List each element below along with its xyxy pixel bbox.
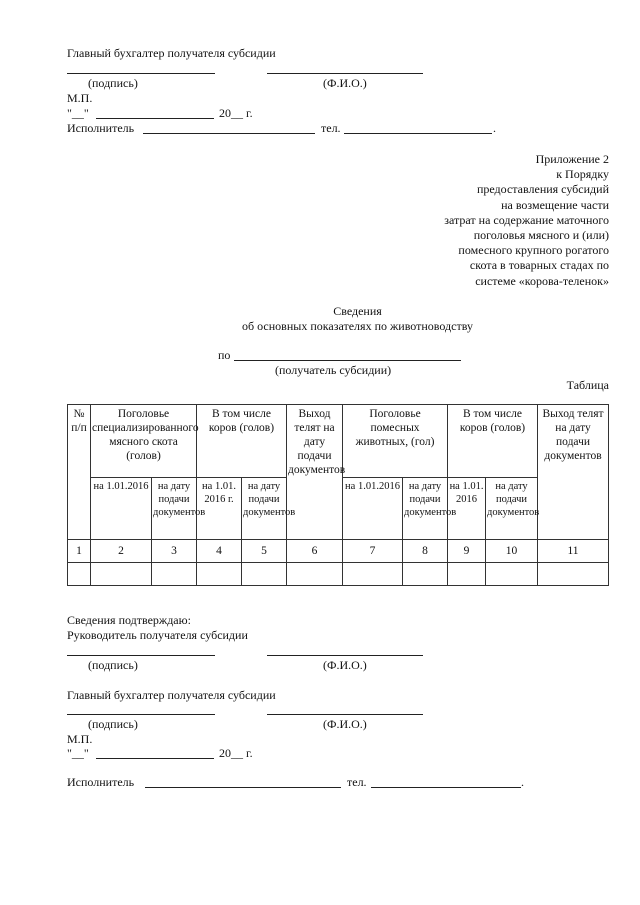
top-phone-label: тел. — [321, 121, 341, 135]
data-cell[interactable] — [538, 563, 609, 586]
bottom-mp: М.П. — [67, 732, 93, 746]
header-meat-cattle: Поголовье специализированного мясного скота (голов) — [91, 405, 197, 478]
top-mp: М.П. — [67, 91, 93, 105]
annex-line: системе «корова-теленок» — [475, 273, 609, 288]
top-phone-line[interactable] — [344, 133, 492, 134]
bottom-signature-line[interactable] — [67, 714, 215, 715]
confirm-label: Сведения подтверждаю: — [67, 613, 191, 627]
head-signature-caption: (подпись) — [88, 658, 138, 672]
subheader-on-2016: на 1.01. 2016 г. — [197, 478, 242, 540]
column-number: 2 — [91, 540, 152, 563]
annex-line: на возмещение части — [501, 197, 609, 212]
head-fio-line[interactable] — [267, 655, 423, 656]
top-date-day: "__" — [67, 106, 89, 120]
data-cell[interactable] — [197, 563, 242, 586]
annex-line: поголовья мясного и (или) — [473, 228, 609, 243]
subheader-on-date: на дату подачи документов — [486, 478, 538, 540]
bottom-phone-end: . — [521, 775, 524, 789]
data-cell[interactable] — [486, 563, 538, 586]
bottom-date-year: 20__ г. — [219, 746, 253, 760]
bottom-fio-caption: (Ф.И.О.) — [323, 717, 367, 731]
top-fio-line[interactable] — [267, 73, 423, 74]
top-date-month-line[interactable] — [96, 118, 214, 119]
doc-title: Сведения — [333, 304, 382, 318]
top-chief-accountant-label: Главный бухгалтер получателя субсидии — [67, 46, 276, 60]
subheader-on-2016: на 1.01.2016 — [343, 478, 403, 540]
bottom-signature-caption: (подпись) — [88, 717, 138, 731]
annex-line: к Порядку — [556, 167, 609, 182]
column-number: 9 — [448, 540, 486, 563]
data-cell[interactable] — [91, 563, 152, 586]
header-num: № п/п — [68, 405, 91, 540]
column-number: 8 — [403, 540, 448, 563]
bottom-date-day: "__" — [67, 746, 89, 760]
column-number: 1 — [68, 540, 91, 563]
subheader-on-date: на дату подачи документов — [242, 478, 287, 540]
subheader-on-2016: на 1.01. 2016 — [448, 478, 486, 540]
bottom-phone-label: тел. — [347, 775, 367, 789]
recipient-line[interactable] — [234, 360, 461, 361]
data-cell[interactable] — [242, 563, 287, 586]
bottom-chief-accountant-label: Главный бухгалтер получателя субсидии — [67, 688, 276, 702]
column-number: 7 — [343, 540, 403, 563]
annex-line: скота в товарных стадах по — [469, 258, 609, 273]
header-mixed-animals: Поголовье помесных животных, (гол) — [343, 405, 448, 478]
header-calves-1: Выход телят на дату подачи документов — [287, 405, 343, 540]
data-cell[interactable] — [68, 563, 91, 586]
bottom-date-month-line[interactable] — [96, 758, 214, 759]
data-cell[interactable] — [152, 563, 197, 586]
bottom-executor-label: Исполнитель — [67, 775, 135, 789]
top-phone-end: . — [493, 121, 496, 135]
top-executor-line[interactable] — [143, 133, 315, 134]
head-fio-caption: (Ф.И.О.) — [323, 658, 367, 672]
subheader-on-date: на дату подачи документов — [152, 478, 197, 540]
header-incl-cows-1: В том числе коров (голов) — [197, 405, 287, 478]
table-label: Таблица — [566, 378, 609, 392]
annex-line: Приложение 2 — [535, 152, 609, 166]
top-signature-caption: (подпись) — [88, 76, 138, 90]
indicators-table — [67, 404, 609, 586]
data-cell[interactable] — [343, 563, 403, 586]
data-cell[interactable] — [448, 563, 486, 586]
annex-line: предоставления субсидий — [476, 182, 609, 197]
column-number: 6 — [287, 540, 343, 563]
bottom-fio-line[interactable] — [267, 714, 423, 715]
top-executor-label: Исполнитель — [67, 121, 135, 135]
column-number: 4 — [197, 540, 242, 563]
header-incl-cows-2: В том числе коров (голов) — [448, 405, 538, 478]
top-fio-caption: (Ф.И.О.) — [323, 76, 367, 90]
recipient-caption: (получатель субсидии) — [275, 363, 392, 377]
subheader-on-2016: на 1.01.2016 — [91, 478, 152, 540]
annex-line: затрат на содержание маточного — [444, 212, 609, 227]
bottom-executor-line[interactable] — [145, 787, 341, 788]
header-calves-2: Выход телят на дату подачи документов — [538, 405, 609, 540]
top-date-year: 20__ г. — [219, 106, 253, 120]
column-number: 5 — [242, 540, 287, 563]
head-label: Руководитель получателя субсидии — [67, 628, 248, 642]
po-label: по — [218, 348, 231, 362]
doc-subtitle: об основных показателях по животноводству — [242, 319, 473, 333]
annex-line: помесного крупного рогатого — [458, 243, 609, 258]
column-number: 10 — [486, 540, 538, 563]
annex-block — [444, 152, 609, 289]
data-cell[interactable] — [403, 563, 448, 586]
top-signature-line[interactable] — [67, 73, 215, 74]
bottom-phone-line[interactable] — [371, 787, 521, 788]
subheader-on-date: на дату подачи документов — [403, 478, 448, 540]
column-number: 3 — [152, 540, 197, 563]
column-number: 11 — [538, 540, 609, 563]
data-cell[interactable] — [287, 563, 343, 586]
head-signature-line[interactable] — [67, 655, 215, 656]
